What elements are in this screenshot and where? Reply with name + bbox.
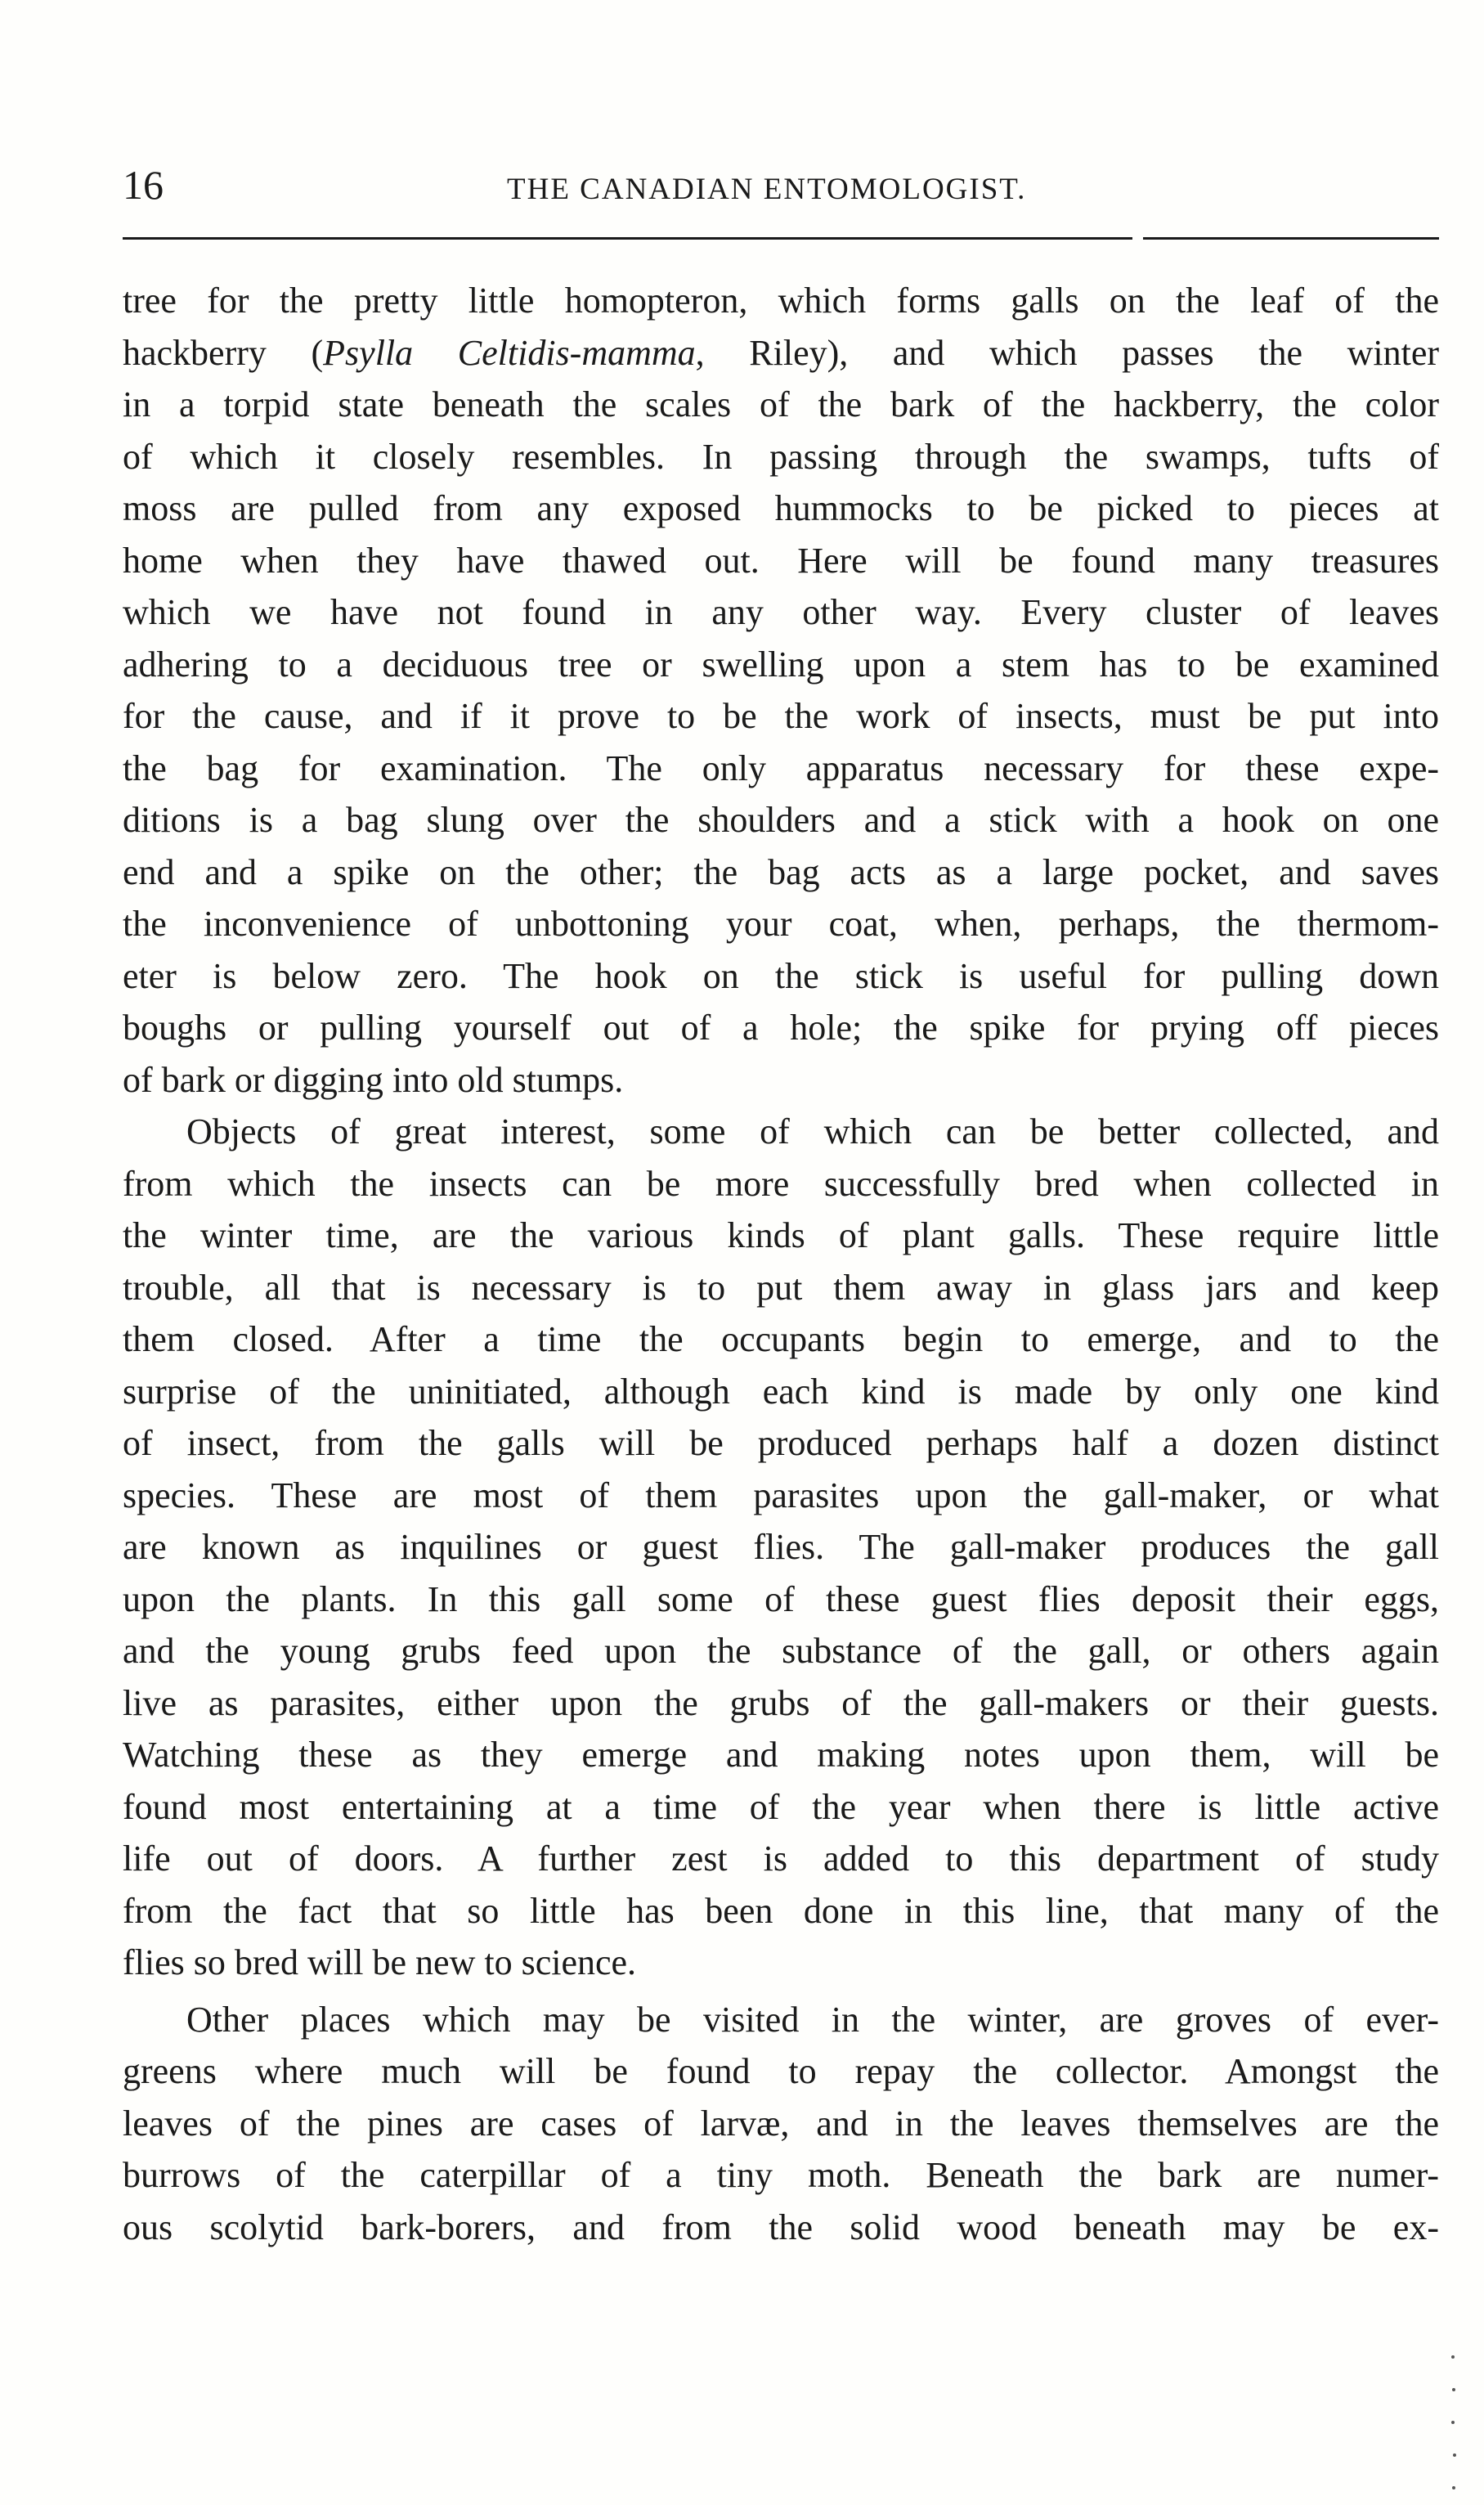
speck bbox=[1452, 2388, 1455, 2391]
speck bbox=[1451, 2421, 1455, 2424]
text-line: greens where much will be found to repay the collector. Amongst the bbox=[123, 2051, 1439, 2091]
text-line: Objects of great interest, some of which can be better collected, and bbox=[186, 1111, 1439, 1151]
paragraph-3 bbox=[123, 1994, 1439, 2254]
text-line: life out of doors. A further zest is added to this department of study bbox=[123, 1838, 1439, 1879]
paragraph-2 bbox=[123, 1106, 1439, 1989]
text-line: species. These are most of them parasites upon the gall-maker, or what bbox=[123, 1475, 1439, 1515]
text-line: are known as inquilines or guest flies. The gall-maker produces the gall bbox=[123, 1527, 1439, 1567]
text-line: which we have not found in any other way. Every cluster of leaves bbox=[123, 592, 1439, 632]
text-line: found most entertaining at a time of the year when there is little active bbox=[123, 1786, 1439, 1827]
text-line: flies so bred will be new to science. bbox=[123, 1942, 637, 1982]
page-number: 16 bbox=[123, 162, 164, 208]
text-line: leaves of the pines are cases of larvæ, and in the leaves themselves are the bbox=[123, 2103, 1439, 2144]
text-line: tree for the pretty little homopteron, which forms galls on the leaf of the bbox=[123, 281, 1439, 321]
speck bbox=[1452, 2486, 1455, 2489]
speck bbox=[1453, 2453, 1456, 2457]
text-line: eter is below zero. The hook on the stick is useful for pulling down bbox=[123, 955, 1439, 996]
running-head bbox=[123, 160, 1439, 226]
text-line: trouble, all that is necessary is to put them away in glass jars and keep bbox=[123, 1267, 1439, 1308]
text-line: hackberry (Psylla Celtidis-mamma, Riley), and which passes the winter bbox=[123, 332, 1439, 373]
text-line: of insect, from the galls will be produced perhaps half a dozen distinct bbox=[123, 1423, 1439, 1463]
text-line: Watching these as they emerge and making notes upon them, will be bbox=[123, 1735, 1439, 1775]
text-line: in a torpid state beneath the scales of the bark of the hackberry, the color bbox=[123, 384, 1439, 424]
header-rule-left bbox=[123, 237, 1132, 240]
text-line: from the fact that so little has been done in this line, that many of the bbox=[123, 1890, 1439, 1931]
text-line: home when they have thawed out. Here will be found many treasures bbox=[123, 540, 1439, 581]
text-line: moss are pulled from any exposed hummocks to be picked to pieces at bbox=[123, 488, 1439, 528]
text-line: ous scolytid bark-borers, and from the solid wood beneath may be ex- bbox=[123, 2206, 1439, 2247]
text-line: for the cause, and if it prove to be the work of insects, must be put into bbox=[123, 696, 1439, 736]
speck bbox=[1451, 2355, 1455, 2359]
text-line: them closed. After a time the occupants begin to emerge, and to the bbox=[123, 1319, 1439, 1359]
text-line: ditions is a bag slung over the shoulders and a stick with a hook on one bbox=[123, 800, 1439, 840]
text-line: surprise of the uninitiated, although each kind is made by only one kind bbox=[123, 1371, 1439, 1412]
text-line: of bark or digging into old stumps. bbox=[123, 1059, 624, 1100]
text-line: the inconvenience of unbottoning your coat, when, perhaps, the thermom- bbox=[123, 904, 1439, 944]
journal-title: THE CANADIAN ENTOMOLOGIST. bbox=[507, 173, 1027, 206]
paragraph-1 bbox=[123, 275, 1439, 1106]
text-line: boughs or pulling yourself out of a hole; the spike for prying off pieces bbox=[123, 1008, 1439, 1048]
text-line: upon the plants. In this gall some of these guest flies deposit their eggs, bbox=[123, 1578, 1439, 1619]
text-line: of which it closely resembles. In passing through the swamps, tufts of bbox=[123, 436, 1439, 477]
text-line: the winter time, are the various kinds of plant galls. These require little bbox=[123, 1215, 1439, 1255]
text-line: the bag for examination. The only apparatus necessary for these expe- bbox=[123, 747, 1439, 788]
text-line: burrows of the caterpillar of a tiny moth. Beneath the bark are numer- bbox=[123, 2155, 1439, 2195]
text-line: live as parasites, either upon the grubs of the gall-makers or their guests. bbox=[123, 1682, 1439, 1723]
text-line: and the young grubs feed upon the substance of the gall, or others again bbox=[123, 1631, 1439, 1671]
text-line: adhering to a deciduous tree or swelling upon a stem has to be examined bbox=[123, 644, 1439, 685]
header-rule-right bbox=[1143, 237, 1439, 240]
text-line: end and a spike on the other; the bag acts as a large pocket, and saves bbox=[123, 851, 1439, 892]
text-line: Other places which may be visited in the winter, are groves of ever- bbox=[186, 1999, 1439, 2040]
scan-specks bbox=[1451, 2355, 1458, 2494]
body-text bbox=[123, 275, 1439, 2253]
text-line: from which the insects can be more successfully bred when collected in bbox=[123, 1163, 1439, 1204]
